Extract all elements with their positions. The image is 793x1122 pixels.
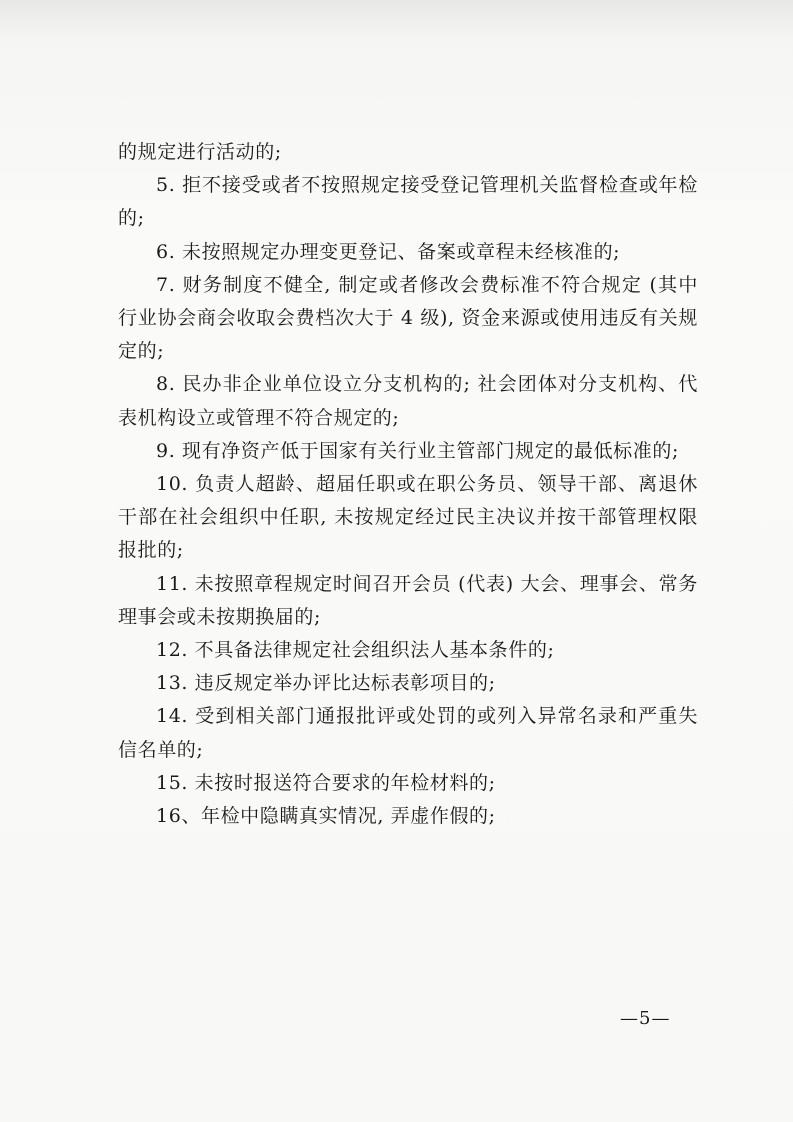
- paragraph-continuation: 的规定进行活动的;: [118, 141, 282, 163]
- paragraph-item-16: 16、年检中隐瞒真实情况, 弄虚作假的;: [156, 805, 496, 828]
- paragraph-item-8: 8. 民办非企业单位设立分支机构的; 社会团体对分支机构、代表机构设立或管理不符合规定的;: [118, 373, 698, 429]
- paragraph-item-11: 11. 未按照章程规定时间召开会员 (代表) 大会、理事会、常务理事会或未按期换届的;: [118, 572, 698, 628]
- paragraph-item-12: 12. 不具备法律规定社会组织法人基本条件的;: [156, 639, 555, 662]
- paragraph-item-14: 14. 受到相关部门通报批评或处罚的或列入异常名录和严重失信名单的;: [118, 705, 698, 761]
- paragraph-item-13: 13. 违反规定举办评比达标表彰项目的;: [156, 672, 496, 695]
- paragraph-item-5: 5. 拒不接受或者不按照规定接受登记管理机关监督检查或年检的;: [118, 174, 698, 230]
- scan-top-edge: [0, 0, 793, 38]
- paragraph-item-7: 7. 财务制度不健全, 制定或者修改会费标准不符合规定 (其中行业协会商会收取会费档次大于 4 级), 资金来源或使用违反有关规定的;: [118, 273, 698, 363]
- document-body: [118, 136, 698, 833]
- paragraph-item-10: 10. 负责人超龄、超届任职或在职公务员、领导干部、离退休干部在社会组织中任职, 未按规定经过民主决议并按干部管理权限报批的;: [118, 473, 698, 562]
- paragraph-item-15: 15. 未按时报送符合要求的年检材料的;: [156, 771, 496, 794]
- paragraph-item-9: 9. 现有净资产低于国家有关行业主管部门规定的最低标准的;: [156, 439, 679, 462]
- page-number: —5—: [620, 1008, 671, 1029]
- paragraph-item-6: 6. 未按照规定办理变更登记、备案或章程未经核准的;: [156, 240, 621, 263]
